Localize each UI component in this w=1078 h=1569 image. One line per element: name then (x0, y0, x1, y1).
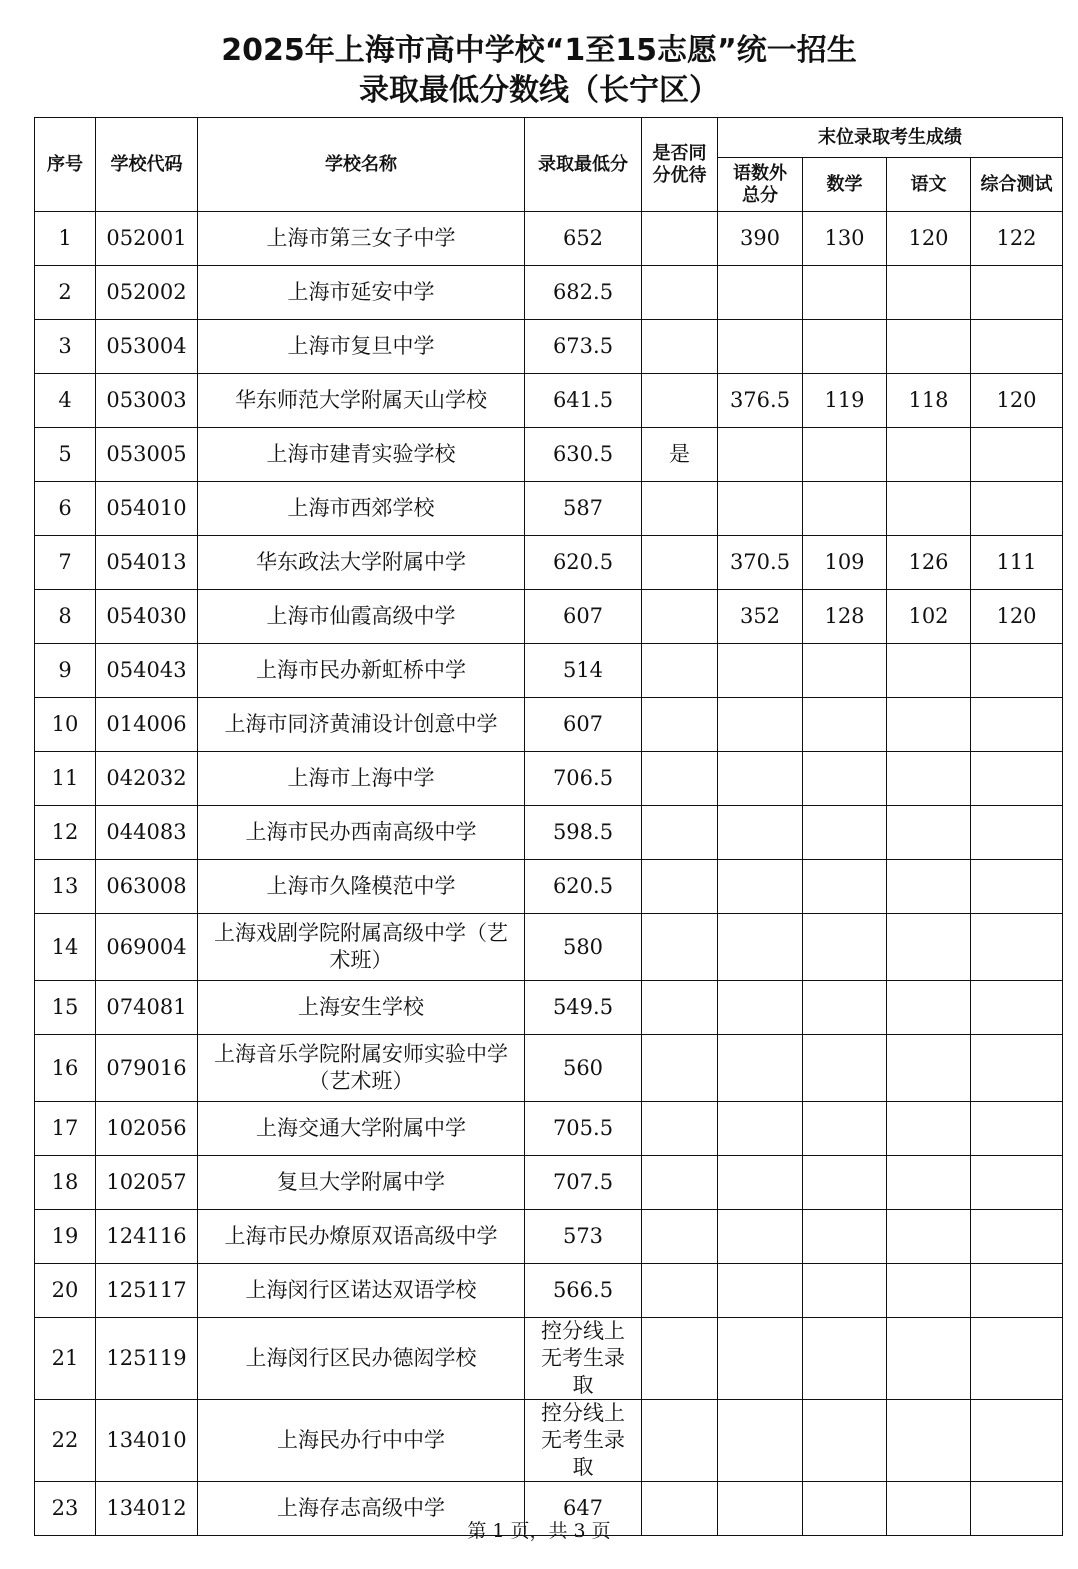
cell-math-score: 109 (803, 536, 887, 590)
cell-comprehensive-score (971, 1156, 1063, 1210)
cell-chinese-score (887, 320, 971, 374)
cell-total-score (718, 1102, 803, 1156)
cell-tie-priority (642, 266, 718, 320)
cell-comprehensive-score (971, 981, 1063, 1035)
cell-math-score: 119 (803, 374, 887, 428)
cell-math-score (803, 1035, 887, 1102)
cell-total-score: 390 (718, 212, 803, 266)
cell-tie-priority: 是 (642, 428, 718, 482)
table-row (35, 428, 1063, 482)
cell-tie-priority (642, 536, 718, 590)
cell-min-score: 620.5 (525, 536, 642, 590)
cell-total-score (718, 320, 803, 374)
cell-total-score (718, 266, 803, 320)
cell-school-code: 054010 (96, 482, 198, 536)
table-row (35, 752, 1063, 806)
cell-math-score (803, 1210, 887, 1264)
cell-school-name: 上海戏剧学院附属高级中学（艺术班） (198, 914, 525, 981)
table-row (35, 860, 1063, 914)
cell-comprehensive-score: 120 (971, 374, 1063, 428)
cell-min-score: 控分线上无考生录取 (525, 1318, 642, 1400)
cell-total-score (718, 1210, 803, 1264)
cell-tie-priority (642, 914, 718, 981)
cell-comprehensive-score (971, 806, 1063, 860)
cell-min-score: 560 (525, 1035, 642, 1102)
cell-min-score: 607 (525, 590, 642, 644)
cell-math-score (803, 698, 887, 752)
cell-school-name: 上海市同济黄浦设计创意中学 (198, 698, 525, 752)
cell-seq: 17 (35, 1102, 96, 1156)
table-row (35, 1156, 1063, 1210)
cell-total-score (718, 428, 803, 482)
cell-seq: 3 (35, 320, 96, 374)
cell-tie-priority (642, 482, 718, 536)
table-row (35, 806, 1063, 860)
cell-school-code: 044083 (96, 806, 198, 860)
table-row (35, 482, 1063, 536)
document-title-line-1: 2025年上海市高中学校“1至15志愿”统一招生 (221, 33, 857, 68)
cell-school-code: 124116 (96, 1210, 198, 1264)
cell-school-code: 134012 (96, 1482, 198, 1536)
cell-tie-priority (642, 698, 718, 752)
cell-school-code: 053005 (96, 428, 198, 482)
header-tie-priority: 是否同分优待 (642, 118, 718, 212)
cell-school-name: 上海闵行区诺达双语学校 (198, 1264, 525, 1318)
cell-chinese-score (887, 860, 971, 914)
cell-seq: 13 (35, 860, 96, 914)
cell-chinese-score (887, 1035, 971, 1102)
cell-math-score (803, 482, 887, 536)
cell-chinese-score: 118 (887, 374, 971, 428)
cell-comprehensive-score (971, 1035, 1063, 1102)
cell-school-code: 054043 (96, 644, 198, 698)
cell-tie-priority (642, 212, 718, 266)
cell-comprehensive-score (971, 1210, 1063, 1264)
cell-tie-priority (642, 1102, 718, 1156)
cell-min-score: 514 (525, 644, 642, 698)
cell-seq: 8 (35, 590, 96, 644)
cell-tie-priority (642, 752, 718, 806)
cell-school-code: 054030 (96, 590, 198, 644)
cell-comprehensive-score (971, 482, 1063, 536)
cell-chinese-score: 102 (887, 590, 971, 644)
cell-chinese-score (887, 698, 971, 752)
cell-tie-priority (642, 1210, 718, 1264)
header-min-score: 录取最低分 (525, 118, 642, 212)
cell-chinese-score (887, 482, 971, 536)
cell-chinese-score (887, 1264, 971, 1318)
cell-total-score (718, 981, 803, 1035)
cell-school-code: 125119 (96, 1318, 198, 1400)
cell-tie-priority (642, 1035, 718, 1102)
admission-score-table (34, 117, 1063, 1536)
cell-school-name: 华东师范大学附属天山学校 (198, 374, 525, 428)
cell-seq: 7 (35, 536, 96, 590)
cell-comprehensive-score: 111 (971, 536, 1063, 590)
cell-school-name: 上海市仙霞高级中学 (198, 590, 525, 644)
cell-seq: 12 (35, 806, 96, 860)
header-last-admitted-scores: 末位录取考生成绩 (718, 118, 1063, 158)
cell-school-name: 上海安生学校 (198, 981, 525, 1035)
header-total: 语数外总分 (718, 158, 803, 212)
cell-total-score: 370.5 (718, 536, 803, 590)
cell-total-score (718, 806, 803, 860)
cell-comprehensive-score (971, 1264, 1063, 1318)
cell-school-name: 复旦大学附属中学 (198, 1156, 525, 1210)
cell-tie-priority (642, 644, 718, 698)
cell-school-code: 042032 (96, 752, 198, 806)
cell-seq: 19 (35, 1210, 96, 1264)
cell-school-name: 上海市上海中学 (198, 752, 525, 806)
cell-min-score: 707.5 (525, 1156, 642, 1210)
table-body (35, 212, 1063, 1536)
header-code: 学校代码 (96, 118, 198, 212)
cell-math-score: 130 (803, 212, 887, 266)
cell-school-name: 上海市第三女子中学 (198, 212, 525, 266)
table-row (35, 1035, 1063, 1102)
cell-school-code: 102056 (96, 1102, 198, 1156)
table-row (35, 644, 1063, 698)
cell-chinese-score (887, 914, 971, 981)
cell-chinese-score (887, 1102, 971, 1156)
cell-seq: 5 (35, 428, 96, 482)
table-row (35, 590, 1063, 644)
cell-total-score (718, 1035, 803, 1102)
table-row (35, 374, 1063, 428)
cell-min-score: 630.5 (525, 428, 642, 482)
cell-math-score (803, 981, 887, 1035)
table-row (35, 320, 1063, 374)
cell-school-code: 125117 (96, 1264, 198, 1318)
cell-comprehensive-score (971, 1400, 1063, 1482)
cell-min-score: 587 (525, 482, 642, 536)
cell-school-code: 054013 (96, 536, 198, 590)
cell-seq: 23 (35, 1482, 96, 1536)
cell-comprehensive-score (971, 1318, 1063, 1400)
cell-school-name: 上海市延安中学 (198, 266, 525, 320)
cell-seq: 21 (35, 1318, 96, 1400)
cell-school-code: 052002 (96, 266, 198, 320)
cell-math-score (803, 806, 887, 860)
cell-school-code: 069004 (96, 914, 198, 981)
cell-comprehensive-score (971, 428, 1063, 482)
cell-comprehensive-score: 120 (971, 590, 1063, 644)
header-seq: 序号 (35, 118, 96, 212)
table-row (35, 698, 1063, 752)
cell-seq: 16 (35, 1035, 96, 1102)
table-row (35, 981, 1063, 1035)
table-row (35, 212, 1063, 266)
table-row (35, 266, 1063, 320)
cell-school-code: 063008 (96, 860, 198, 914)
document-title-line-2: 录取最低分数线（长宁区） (359, 73, 719, 108)
header-math: 数学 (803, 158, 887, 212)
cell-comprehensive-score (971, 752, 1063, 806)
cell-chinese-score (887, 981, 971, 1035)
cell-min-score: 641.5 (525, 374, 642, 428)
cell-total-score (718, 1156, 803, 1210)
cell-total-score (718, 482, 803, 536)
cell-school-name: 上海闵行区民办德闳学校 (198, 1318, 525, 1400)
cell-comprehensive-score (971, 320, 1063, 374)
cell-math-score (803, 1156, 887, 1210)
cell-math-score (803, 1400, 887, 1482)
cell-math-score (803, 1264, 887, 1318)
cell-min-score: 673.5 (525, 320, 642, 374)
cell-tie-priority (642, 374, 718, 428)
cell-total-score (718, 698, 803, 752)
cell-comprehensive-score (971, 914, 1063, 981)
cell-school-code: 134010 (96, 1400, 198, 1482)
cell-comprehensive-score (971, 266, 1063, 320)
cell-math-score (803, 644, 887, 698)
cell-school-name: 华东政法大学附属中学 (198, 536, 525, 590)
cell-min-score: 607 (525, 698, 642, 752)
table-row (35, 1400, 1063, 1482)
cell-school-code: 102057 (96, 1156, 198, 1210)
cell-total-score (718, 914, 803, 981)
table-row (35, 536, 1063, 590)
cell-tie-priority (642, 860, 718, 914)
cell-seq: 2 (35, 266, 96, 320)
cell-seq: 10 (35, 698, 96, 752)
header-chinese: 语文 (887, 158, 971, 212)
cell-min-score: 控分线上无考生录取 (525, 1400, 642, 1482)
cell-chinese-score (887, 1210, 971, 1264)
cell-math-score (803, 266, 887, 320)
cell-chinese-score: 126 (887, 536, 971, 590)
cell-math-score (803, 914, 887, 981)
cell-total-score (718, 1318, 803, 1400)
cell-tie-priority (642, 1400, 718, 1482)
cell-comprehensive-score (971, 644, 1063, 698)
cell-math-score (803, 428, 887, 482)
cell-min-score: 652 (525, 212, 642, 266)
cell-total-score (718, 1264, 803, 1318)
table-row (35, 1210, 1063, 1264)
table-row (35, 1318, 1063, 1400)
cell-chinese-score (887, 1318, 971, 1400)
cell-min-score: 566.5 (525, 1264, 642, 1318)
cell-tie-priority (642, 1156, 718, 1210)
cell-chinese-score (887, 1156, 971, 1210)
cell-chinese-score (887, 644, 971, 698)
cell-school-code: 053003 (96, 374, 198, 428)
cell-school-name: 上海市久隆模范中学 (198, 860, 525, 914)
cell-seq: 11 (35, 752, 96, 806)
cell-school-name: 上海音乐学院附属安师实验中学（艺术班） (198, 1035, 525, 1102)
cell-min-score: 706.5 (525, 752, 642, 806)
cell-seq: 18 (35, 1156, 96, 1210)
cell-school-name: 上海存志高级中学 (198, 1482, 525, 1536)
cell-chinese-score (887, 806, 971, 860)
header-name: 学校名称 (198, 118, 525, 212)
cell-math-score (803, 1102, 887, 1156)
cell-math-score (803, 320, 887, 374)
cell-school-code: 079016 (96, 1035, 198, 1102)
header-comprehensive: 综合测试 (971, 158, 1063, 212)
table-row (35, 1264, 1063, 1318)
cell-chinese-score: 120 (887, 212, 971, 266)
cell-school-name: 上海市民办燎原双语高级中学 (198, 1210, 525, 1264)
cell-total-score (718, 644, 803, 698)
cell-min-score: 580 (525, 914, 642, 981)
cell-seq: 4 (35, 374, 96, 428)
cell-total-score (718, 1400, 803, 1482)
cell-seq: 1 (35, 212, 96, 266)
table-row (35, 914, 1063, 981)
cell-school-name: 上海市西郊学校 (198, 482, 525, 536)
page-footer: 第 1 页，共 3 页 (467, 1520, 611, 1542)
cell-school-code: 074081 (96, 981, 198, 1035)
cell-total-score (718, 752, 803, 806)
cell-school-name: 上海民办行中中学 (198, 1400, 525, 1482)
cell-math-score: 128 (803, 590, 887, 644)
cell-min-score: 620.5 (525, 860, 642, 914)
cell-total-score: 352 (718, 590, 803, 644)
cell-min-score: 598.5 (525, 806, 642, 860)
cell-seq: 14 (35, 914, 96, 981)
cell-min-score: 705.5 (525, 1102, 642, 1156)
cell-chinese-score (887, 266, 971, 320)
cell-math-score (803, 752, 887, 806)
cell-tie-priority (642, 1264, 718, 1318)
cell-tie-priority (642, 320, 718, 374)
cell-min-score: 549.5 (525, 981, 642, 1035)
cell-min-score: 573 (525, 1210, 642, 1264)
cell-chinese-score (887, 1400, 971, 1482)
cell-math-score (803, 1318, 887, 1400)
cell-school-code: 053004 (96, 320, 198, 374)
cell-tie-priority (642, 590, 718, 644)
cell-min-score: 682.5 (525, 266, 642, 320)
cell-chinese-score (887, 428, 971, 482)
cell-tie-priority (642, 981, 718, 1035)
cell-school-name: 上海市民办西南高级中学 (198, 806, 525, 860)
cell-seq: 20 (35, 1264, 96, 1318)
table-row (35, 1102, 1063, 1156)
cell-seq: 15 (35, 981, 96, 1035)
cell-comprehensive-score (971, 698, 1063, 752)
cell-math-score (803, 860, 887, 914)
cell-school-code: 052001 (96, 212, 198, 266)
cell-school-name: 上海交通大学附属中学 (198, 1102, 525, 1156)
cell-school-name: 上海市建青实验学校 (198, 428, 525, 482)
cell-school-name: 上海市民办新虹桥中学 (198, 644, 525, 698)
cell-school-code: 014006 (96, 698, 198, 752)
cell-comprehensive-score (971, 1102, 1063, 1156)
cell-comprehensive-score: 122 (971, 212, 1063, 266)
cell-tie-priority (642, 1318, 718, 1400)
cell-total-score (718, 860, 803, 914)
cell-comprehensive-score (971, 860, 1063, 914)
cell-seq: 6 (35, 482, 96, 536)
cell-chinese-score (887, 752, 971, 806)
cell-seq: 22 (35, 1400, 96, 1482)
cell-total-score: 376.5 (718, 374, 803, 428)
cell-school-name: 上海市复旦中学 (198, 320, 525, 374)
cell-seq: 9 (35, 644, 96, 698)
cell-tie-priority (642, 806, 718, 860)
cell-min-score: 647 (525, 1482, 642, 1536)
